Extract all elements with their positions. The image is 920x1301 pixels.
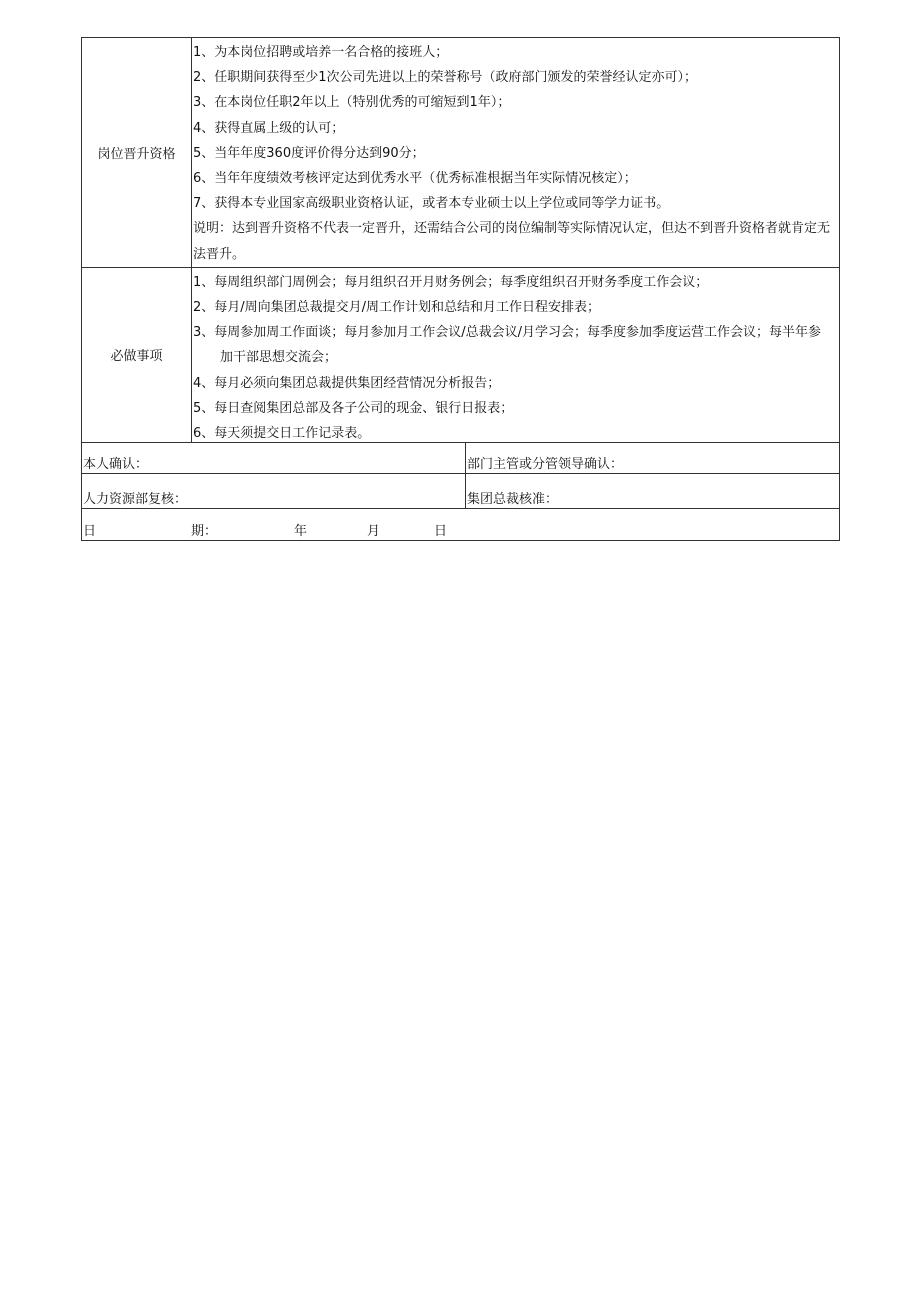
duty-item: 3、每周参加周工作面谈；每月参加月工作会议/总裁会议/月学习会；每季度参加季度运营工作会议；每半年参加干部思想交流会； xyxy=(193,325,822,366)
promotion-item: 3、在本岗位任职2年以上（特别优秀的可缩短到1年）； xyxy=(193,95,511,111)
promotion-item: 5、当年年度360度评价得分达到90分； xyxy=(193,145,425,161)
ceo-approve-field[interactable]: 集团总裁核准： xyxy=(466,473,840,508)
signature-row-2 xyxy=(82,473,840,508)
duty-item: 6、每天须提交日工作记录表。 xyxy=(193,426,371,442)
promotion-label: 岗位晋升资格 xyxy=(82,38,192,268)
promotion-item: 2、任职期间获得至少1次公司先进以上的荣誉称号（政府部门颁发的荣誉经认定亦可）； xyxy=(193,70,698,86)
date-label-day: 日 xyxy=(434,523,448,539)
job-description-form xyxy=(81,37,840,541)
duties-content xyxy=(192,267,840,442)
promotion-row xyxy=(82,38,840,268)
self-confirm-field[interactable]: 本人确认： xyxy=(82,442,466,473)
date-row xyxy=(82,508,840,540)
date-label-month: 月 xyxy=(367,523,381,539)
duty-item: 2、每月/周向集团总裁提交月/周工作计划和总结和月工作日程安排表； xyxy=(193,300,601,316)
promotion-item: 4、获得直属上级的认可； xyxy=(193,120,345,136)
signature-row-1 xyxy=(82,442,840,473)
duties-row xyxy=(82,267,840,442)
duty-item: 5、每日查阅集团总部及各子公司的现金、银行日报表； xyxy=(193,400,514,416)
duties-label: 必做事项 xyxy=(82,267,192,442)
promotion-content xyxy=(192,38,840,268)
promotion-item: 6、当年年度绩效考核评定达到优秀水平（优秀标准根据当年实际情况核定）； xyxy=(193,171,637,187)
duty-item: 1、每周组织部门周例会；每月组织召开月财务例会；每季度组织召开财务季度工作会议； xyxy=(193,274,709,290)
date-field[interactable] xyxy=(82,508,840,540)
duty-item: 4、每月必须向集团总裁提供集团经营情况分析报告； xyxy=(193,375,501,391)
date-label-qi: 期： xyxy=(191,523,218,539)
promotion-item: 7、获得本专业国家高级职业资格认证，或者本专业硕士以上学位或同等学力证书。 xyxy=(193,196,670,212)
date-label-year: 年 xyxy=(294,523,308,539)
date-label-ri: 日 xyxy=(83,523,97,539)
hr-review-field[interactable]: 人力资源部复核： xyxy=(82,473,466,508)
dept-confirm-field[interactable]: 部门主管或分管领导确认： xyxy=(466,442,840,473)
promotion-note: 说明：达到晋升资格不代表一定晋升，还需结合公司的岗位编制等实际情况认定，但达不到晋升资格者就肯定无法晋升。 xyxy=(193,221,831,262)
promotion-item: 1、为本岗位招聘或培养一名合格的接班人； xyxy=(193,45,449,60)
